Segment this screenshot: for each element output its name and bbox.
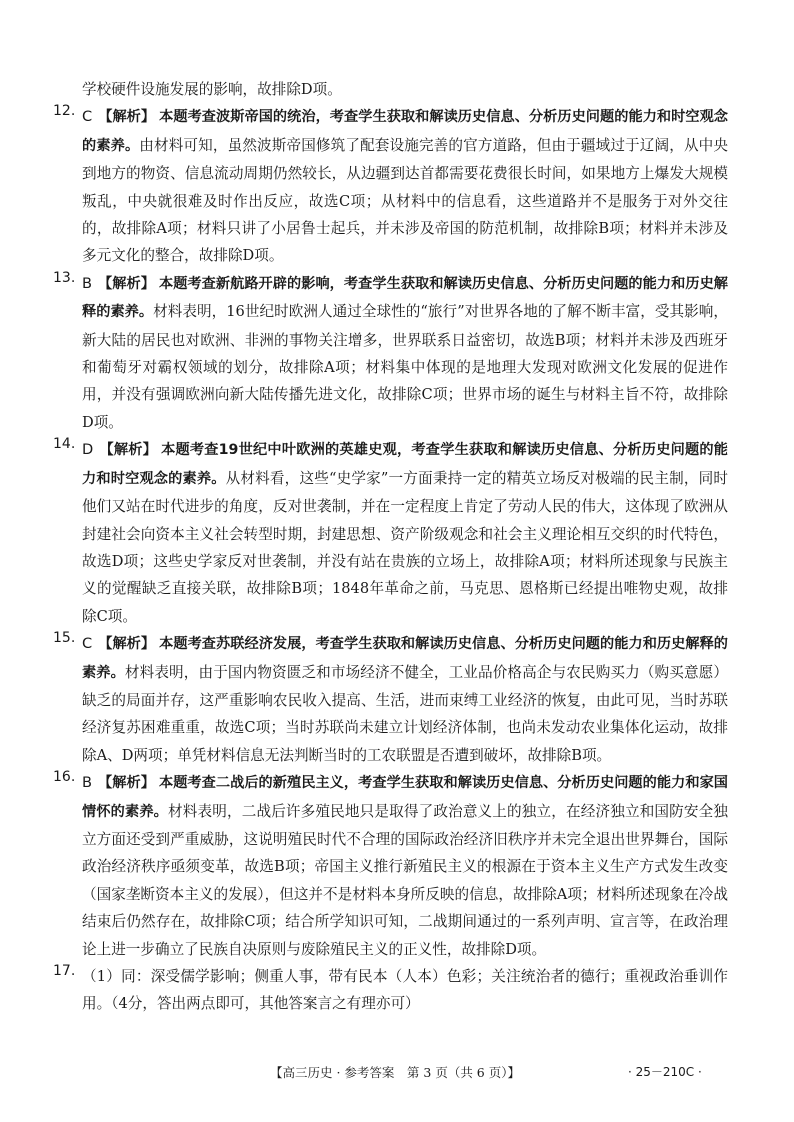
item-explanation: 由材料可知，虽然波斯帝国修筑了配套设施完善的官方道路，但由于疆域过于辽阔，从中央到地方的物资、信息流动周期仍然较长，从边疆到达首都需要花费很长时间，如果地方上爆发大规模叛乱，中央就很难及时作出反应，故选C项；从材料中的信息看，这些道路并不是服务于对外交往的，故排除A项；材料只讲了小居鲁士起兵，并未涉及帝国的防范机制，故排除B项；材料并未涉及多元文化的整合，故排除D项。	[82, 136, 728, 265]
item-topic: 本题考查波斯帝国的统治，考查学生获取和解读历史信息、分析历史问题的能力和时空观念的素养。	[82, 109, 728, 154]
answer-item-17	[53, 963, 728, 1018]
item-explanation: 材料表明，由于国内物资匮乏和市场经济不健全，工业品价格高企与农民购买力（购买意愿）缺乏的局面并存，这严重影响农民收入提高、生活，进而束缚工业经济的恢复，由此可见，当时苏联经济复苏困难重重，故选C项；当时苏联尚未建立计划经济体制，也尚未发动农业集体化运动，故排除A、D两项；单凭材料信息无法判断当时的工农联盟是否遭到破坏，故排除B项。	[82, 663, 728, 764]
item-topic: 本题考查二战后的新殖民主义，考查学生获取和解读历史信息、分析历史问题的能力和家国情怀的素养。	[82, 775, 728, 820]
item-number: 14.	[53, 436, 76, 453]
analysis-tag: 【解析】	[98, 275, 155, 292]
item-topic: 本题考查新航路开辟的影响，考查学生获取和解读历史信息、分析历史问题的能力和历史解释的素养。	[82, 275, 728, 321]
footer-code: · 25－210C ·	[628, 1065, 702, 1079]
continuation-text: 学校硬件设施发展的影响，故排除D项。	[82, 81, 342, 98]
item-number: 12.	[53, 103, 76, 120]
answer-item-14	[53, 436, 728, 630]
item-answer: C	[82, 635, 93, 653]
analysis-tag: 【解析】	[99, 442, 158, 459]
item-topic: 本题考查苏联经济发展，考查学生获取和解读历史信息、分析历史问题的能力和历史解释的素养。	[82, 636, 728, 681]
item-topic: 本题考查19世纪中叶欧洲的英雄史观，考查学生获取和解读历史信息、分析历史问题的能力和时空观念的素养。	[82, 442, 728, 487]
item-explanation: 材料表明，二战后许多殖民地只是取得了政治意义上的独立，在经济独立和国防安全独立方面还受到严重威胁，这说明殖民时代不合理的国际政治经济旧秩序并未完全退出世界舞台，国际政治经济秩序亟须变革，故选B项；帝国主义推行新殖民主义的根源在于资本主义生产方式发生改变（国家垄断资本主义的发展），但这并不是材料本身所反映的信息，故排除A项；材料所述现象在冷战结束后仍然存在，故排除C项；结合所学知识可知，二战期间通过的一系列声明、宣言等，在政治理论上进一步确立了民族自决原则与废除殖民主义的正义性，故排除D项。	[82, 802, 728, 958]
answer-page	[53, 76, 728, 1018]
analysis-tag: 【解析】	[98, 775, 155, 792]
item-number: 13.	[53, 269, 76, 286]
footer-page-info: 【高三历史 · 参考答案 第 3 页（共 6 页）】	[270, 1065, 520, 1080]
answer-item-16	[53, 769, 728, 963]
answer-item-15	[53, 630, 728, 769]
item-answer: C	[82, 108, 93, 126]
item-number: 15.	[53, 630, 76, 647]
answer-item-13	[53, 269, 728, 436]
page-footer	[0, 1063, 794, 1083]
item-number: 17.	[53, 963, 76, 979]
analysis-tag: 【解析】	[98, 109, 156, 126]
item-explanation: （1）同：深受儒学影响；侧重人事，带有民本（人本）色彩；关注统治者的德行；重视政治垂训作用。（4分，答出两点即可，其他答案言之有理亦可）	[82, 968, 728, 1013]
item-explanation: 从材料看，这些“史学家”一方面秉持一定的精英立场反对极端的民主制，同时他们又站在时代进步的角度，反对世袭制，并在一定程度上肯定了劳动人民的伟大，这体现了欧洲从封建社会向资本主义社会转型时期，封建思想、资产阶级观念和社会主义理论相互交织的时代特色，故选D项；这些史学家反对世袭制，并没有站在贵族的立场上，故排除A项；材料所述现象与民族主义的觉醒缺乏直接关联，故排除B项；1848年革命之前，马克思、恩格斯已经提出唯物史观，故排除C项。	[82, 469, 728, 625]
item-answer: B	[82, 274, 93, 292]
item-number: 16.	[53, 769, 76, 786]
item-explanation: 材料表明，16世纪时欧洲人通过全球性的“旅行”对世界各地的了解不断丰富，受其影响，新大陆的居民也对欧洲、非洲的事物关注增多，世界联系日益密切，故选B项；材料并未涉及西班牙和葡萄牙对霸权领域的划分，故排除A项；材料集中体现的是地理大发现对欧洲文化发展的促进作用，并没有强调欧洲向新大陆传播先进文化，故排除C项；世界市场的诞生与材料主旨不符，故排除D项。	[82, 303, 728, 431]
analysis-tag: 【解析】	[98, 636, 156, 653]
answer-item-12	[53, 103, 728, 269]
item-answer: D	[82, 441, 94, 459]
item-answer: B	[82, 774, 93, 792]
